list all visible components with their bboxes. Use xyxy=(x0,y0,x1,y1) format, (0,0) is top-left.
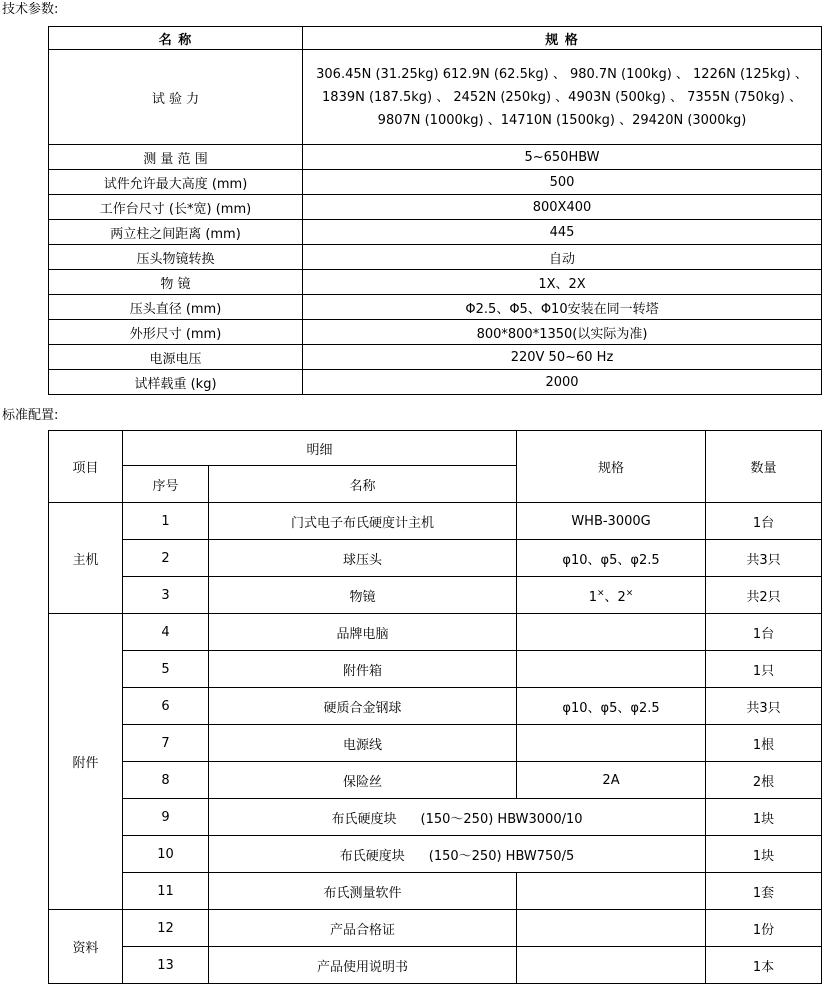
row-spec xyxy=(517,947,706,984)
table-row xyxy=(49,836,822,873)
spec-table xyxy=(48,26,822,395)
row-spec: 2A xyxy=(517,762,706,799)
row-spec xyxy=(517,651,706,688)
row-name: 布氏测量软件 xyxy=(209,873,517,910)
spec-name: 试样载重 (kg) xyxy=(49,370,303,395)
spec-name: 电源电压 xyxy=(49,345,303,370)
row-name: 产品使用说明书 xyxy=(209,947,517,984)
row-seq: 2 xyxy=(123,540,209,577)
row-name-spec-merged xyxy=(209,836,706,873)
group-accessory: 附件 xyxy=(49,614,123,910)
row-seq: 12 xyxy=(123,910,209,947)
table-row xyxy=(49,947,822,984)
row-seq: 10 xyxy=(123,836,209,873)
row-spec xyxy=(517,577,706,614)
table-row xyxy=(49,540,822,577)
spec-name: 试件允许最大高度 (mm) xyxy=(49,170,303,195)
row-seq: 4 xyxy=(123,614,209,651)
row-qty: 共2只 xyxy=(706,577,822,614)
row-name: 电源线 xyxy=(209,725,517,762)
spec-value: 220V 50~60 Hz xyxy=(303,345,822,370)
group-docs: 资料 xyxy=(49,910,123,984)
row-seq: 9 xyxy=(123,799,209,836)
table-row xyxy=(49,688,822,725)
spec-name: 两立柱之间距离 (mm) xyxy=(49,220,303,245)
spec-header-spec: 规 格 xyxy=(303,27,822,50)
spec-name: 外形尺寸 (mm) xyxy=(49,320,303,345)
row-seq: 6 xyxy=(123,688,209,725)
spec-name: 压头物镜转换 xyxy=(49,245,303,270)
spec-value: 1X、2X xyxy=(303,270,822,295)
spec-part: 1 xyxy=(588,589,597,605)
spec-row xyxy=(49,295,822,320)
row-spec xyxy=(517,873,706,910)
spec-value: 自动 xyxy=(303,245,822,270)
config-header-spec: 规格 xyxy=(517,431,706,503)
spec-value: 445 xyxy=(303,220,822,245)
spec-row xyxy=(49,370,822,395)
table-row xyxy=(49,762,822,799)
spec-header-name: 名 称 xyxy=(49,27,303,50)
row-seq: 8 xyxy=(123,762,209,799)
row-seq: 11 xyxy=(123,873,209,910)
row-spec: φ10、φ5、φ2.5 xyxy=(517,540,706,577)
row-name: 保险丝 xyxy=(209,762,517,799)
spec-row xyxy=(49,145,822,170)
row-spec: WHB-3000G xyxy=(517,503,706,540)
spec-row xyxy=(49,270,822,295)
row-name: 物镜 xyxy=(209,577,517,614)
row-qty: 1本 xyxy=(706,947,822,984)
spec-value: 500 xyxy=(303,170,822,195)
spec-row xyxy=(49,320,822,345)
spec-header-row xyxy=(49,27,822,50)
row-name: 硬质合金钢球 xyxy=(209,688,517,725)
row-qty: 1份 xyxy=(706,910,822,947)
table-row xyxy=(49,873,822,910)
config-header-detail: 明细 xyxy=(123,431,517,466)
row-seq: 3 xyxy=(123,577,209,614)
spec-name: 物 镜 xyxy=(49,270,303,295)
standard-config-label: 标准配置: xyxy=(2,408,59,423)
row-spec xyxy=(517,614,706,651)
spec-value: 800X400 xyxy=(303,195,822,220)
spec-superscript: × xyxy=(625,588,634,599)
spec-row xyxy=(49,50,822,145)
spec-value: 800*800*1350(以实际为准) xyxy=(303,320,822,345)
table-row xyxy=(49,799,822,836)
row-qty: 1台 xyxy=(706,614,822,651)
table-row xyxy=(49,910,822,947)
spec-value: 306.45N (31.25kg) 612.9N (62.5kg) 、 980.7N (100kg) 、 1226N (125kg) 、1839N (187.5kg) 、 2452N (250kg) 、4903N (500kg) 、 7355N (750kg) 、 9807N (1000kg) 、14710N (1500kg) 、29420N (3000kg) xyxy=(303,50,822,145)
table-row xyxy=(49,651,822,688)
row-name-extra: (150～250) HBW3000/10 xyxy=(420,811,583,827)
table-row xyxy=(49,725,822,762)
row-seq: 13 xyxy=(123,947,209,984)
spec-value: Φ2.5、Φ5、Φ10安装在同一转塔 xyxy=(303,295,822,320)
row-name: 球压头 xyxy=(209,540,517,577)
spec-value: 2000 xyxy=(303,370,822,395)
row-seq: 5 xyxy=(123,651,209,688)
row-name: 布氏硬度块 xyxy=(339,848,405,864)
spec-value: 5~650HBW xyxy=(303,145,822,170)
row-qty: 1块 xyxy=(706,799,822,836)
row-name-spec-merged xyxy=(209,799,706,836)
row-qty: 2根 xyxy=(706,762,822,799)
spec-row xyxy=(49,245,822,270)
config-header-seq: 序号 xyxy=(123,466,209,503)
row-name-extra: (150～250) HBW750/5 xyxy=(428,848,575,864)
config-table xyxy=(48,430,822,984)
spec-row xyxy=(49,170,822,195)
table-row xyxy=(49,503,822,540)
row-name: 门式电子布氏硬度计主机 xyxy=(209,503,517,540)
row-qty: 1只 xyxy=(706,651,822,688)
row-name: 附件箱 xyxy=(209,651,517,688)
tech-params-label: 技术参数: xyxy=(2,2,59,17)
row-spec: φ10、φ5、φ2.5 xyxy=(517,688,706,725)
row-qty: 共3只 xyxy=(706,540,822,577)
spec-row xyxy=(49,220,822,245)
row-qty: 1块 xyxy=(706,836,822,873)
row-spec xyxy=(517,725,706,762)
row-qty: 1台 xyxy=(706,503,822,540)
table-row xyxy=(49,577,822,614)
row-seq: 1 xyxy=(123,503,209,540)
row-name: 品牌电脑 xyxy=(209,614,517,651)
spec-name: 工作台尺寸 (长*宽) (mm) xyxy=(49,195,303,220)
row-qty: 1套 xyxy=(706,873,822,910)
table-row xyxy=(49,614,822,651)
config-header-item: 项目 xyxy=(49,431,123,503)
group-main: 主机 xyxy=(49,503,123,614)
spec-row xyxy=(49,195,822,220)
row-qty: 1根 xyxy=(706,725,822,762)
row-name: 产品合格证 xyxy=(209,910,517,947)
spec-name: 测 量 范 围 xyxy=(49,145,303,170)
spec-superscript: × xyxy=(596,588,605,599)
row-name: 布氏硬度块 xyxy=(331,811,397,827)
spec-name: 试 验 力 xyxy=(49,50,303,145)
spec-part: 、2 xyxy=(604,589,626,605)
config-header-name: 名称 xyxy=(209,466,517,503)
spec-row xyxy=(49,345,822,370)
spec-name: 压头直径 (mm) xyxy=(49,295,303,320)
config-header-qty: 数量 xyxy=(706,431,822,503)
row-spec xyxy=(517,910,706,947)
row-qty: 共3只 xyxy=(706,688,822,725)
row-seq: 7 xyxy=(123,725,209,762)
config-header-row xyxy=(49,431,822,466)
